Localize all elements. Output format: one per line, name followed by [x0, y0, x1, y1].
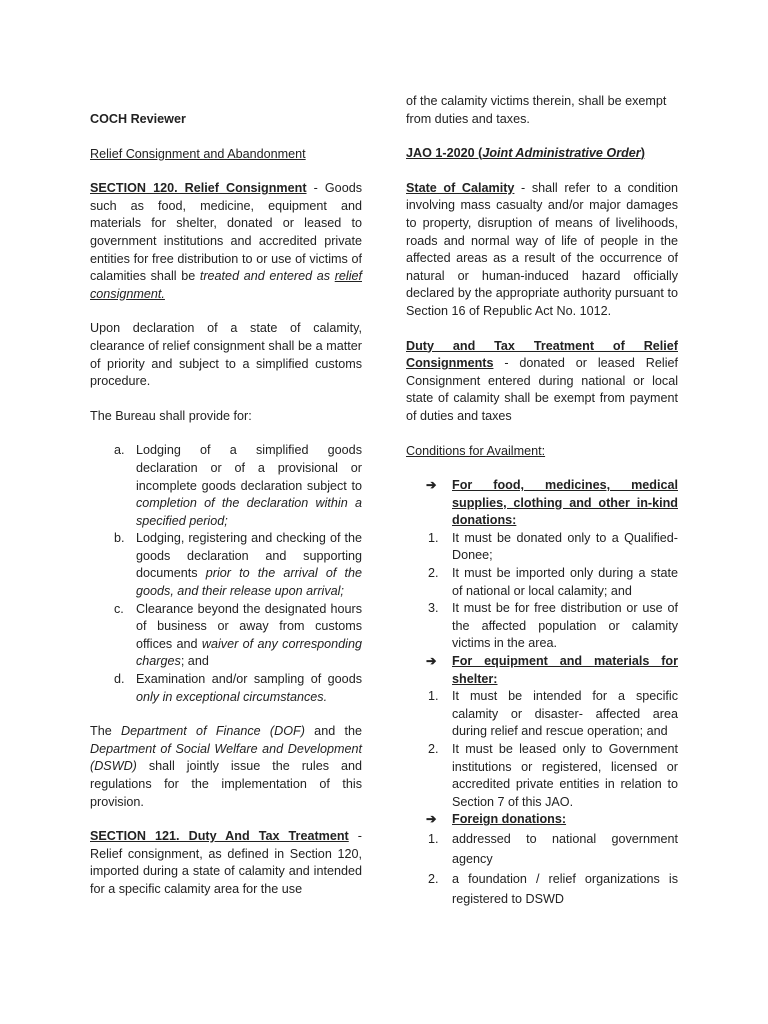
jao-heading: [406, 145, 678, 163]
calamity-clearance-paragraph: Upon declaration of a state of calamity, clearance of relief consignment shall be a matter of priority and subject to a simplified customs procedure.: [90, 321, 362, 389]
list-item: [114, 601, 362, 671]
list-item-text: It must be intended for a specific calamity or disaster- affected area during relief and rescue operation; and: [452, 689, 678, 739]
bureau-provisions-list: [90, 442, 362, 706]
group-heading-foreign: [406, 811, 678, 829]
dswd-name: Department of Social Welfare and Development (DSWD): [90, 741, 362, 774]
list-item-text: Clearance beyond the designated hours of business or away from customs offices and: [136, 601, 362, 651]
list-item: [114, 671, 362, 706]
list-item-text: a foundation / relief organizations is registered to DSWD: [452, 871, 678, 906]
arrow-icon: ➔: [426, 478, 437, 493]
list-item-text: addressed to national government agency: [452, 831, 678, 866]
list-item: [406, 530, 678, 565]
document-title: COCH Reviewer: [90, 112, 186, 126]
duty-tax-paragraph: [406, 338, 678, 426]
state-of-calamity-paragraph: [406, 180, 678, 321]
list-item-italic: waiver of any corresponding charges: [136, 636, 362, 669]
list-item: [406, 741, 678, 811]
jao-italic: Joint Administrative Order: [482, 146, 641, 161]
list-item: [406, 565, 678, 600]
list-marker: 1.: [428, 831, 439, 846]
list-item-text: It must be imported only during a state of national or local calamity; and: [452, 566, 678, 598]
list-item: [406, 829, 678, 869]
duty-tax-heading: Duty and Tax Treatment of Relief Consignments: [406, 338, 678, 371]
section-subtitle: Relief Consignment and Abandonment: [90, 146, 306, 161]
left-column: [90, 111, 362, 899]
text-run: ): [640, 146, 645, 161]
list-marker: a.: [114, 443, 125, 458]
group-heading-text: For food, medicines, medical supplies, clothing and other in-kind donations:: [452, 478, 678, 528]
text-run: shall jointly issue the rules and regulations for the implementation of this provision.: [90, 759, 362, 809]
list-item: [406, 869, 678, 909]
dof-name: Department of Finance (DOF): [120, 724, 305, 739]
group-heading-text: For equipment and materials for shelter:: [452, 654, 678, 686]
text-run: JAO 1-2020 (: [406, 146, 483, 161]
bureau-provide-paragraph: The Bureau shall provide for:: [90, 408, 252, 423]
list-marker: 1.: [428, 530, 439, 545]
list-item-text: It must be for free distribution or use of the affected population or calamity victims in the area.: [452, 601, 678, 651]
text-run: The: [90, 724, 121, 739]
section-120-italic-underlined: relief consignment.: [90, 269, 362, 301]
list-item: [406, 688, 678, 741]
right-column: [406, 93, 678, 909]
section-120-body: - Goods such as food, medicine, equipment and materials for shelter, donated or leased to government institutions and accredited private entities for free distribution to or use of victims of calamities shall be: [90, 181, 362, 284]
list-marker: b.: [114, 531, 125, 546]
section-120-heading: SECTION 120. Relief Consignment: [90, 181, 307, 196]
list-item: [114, 530, 362, 600]
list-marker: c.: [114, 601, 124, 616]
section-121-paragraph: [90, 828, 362, 898]
text-run: and the: [304, 724, 362, 739]
state-of-calamity-body: - shall refer to a condition involving mass casualty and/or major damages to property, disruption of means of livelihoods, roads and normal way of life of people in the affected areas as a result of the occurrence of natural or human-induced hazard officially declared by the appropriate authority pursuant to Section 16 of Republic Act No. 1012.: [406, 180, 678, 318]
list-marker: 2.: [428, 566, 439, 581]
list-item-text: Lodging of a simplified goods declaration or of a provisional or incomplete goods declaration subject to: [136, 443, 362, 493]
group-heading-in-kind: [406, 477, 678, 530]
list-marker: d.: [114, 672, 125, 687]
list-marker: 2.: [428, 871, 439, 886]
arrow-icon: ➔: [426, 654, 437, 669]
list-item-tail: ; and: [180, 654, 209, 669]
list-marker: 3.: [428, 601, 439, 616]
list-item-italic: prior to the arrival of the goods, and their release upon arrival;: [136, 566, 363, 599]
list-marker: 2.: [428, 742, 439, 756]
dof-dswd-paragraph: [90, 723, 362, 811]
arrow-icon: ➔: [426, 812, 437, 827]
section-120-paragraph: [90, 180, 362, 303]
section-121-body: - Relief consignment, as defined in Section 120, imported during a state of calamity and intended for a specific calamity area for the use: [90, 829, 363, 896]
section-120-italic: treated and entered as: [199, 269, 335, 284]
list-item-text: Examination and/or sampling of goods: [136, 672, 362, 687]
group-heading-text: Foreign donations:: [452, 812, 567, 827]
list-item: [406, 600, 678, 653]
group-heading-shelter: [406, 653, 678, 688]
list-item-text: Lodging, registering and checking of the goods declaration and supporting documents: [136, 531, 362, 581]
list-item-text: It must be donated only to a Qualified-Donee;: [452, 530, 678, 563]
list-item: [114, 442, 362, 530]
section-121-heading: SECTION 121. Duty And Tax Treatment: [90, 829, 349, 844]
state-of-calamity-heading: State of Calamity: [406, 180, 515, 195]
list-marker: 1.: [428, 689, 439, 704]
conditions-heading: Conditions for Availment:: [406, 443, 546, 458]
section-121-continuation: of the calamity victims therein, shall be exempt from duties and taxes.: [406, 94, 667, 126]
list-item-italic: completion of the declaration within a specified period;: [136, 496, 362, 528]
list-item-text: It must be leased only to Government institutions or registered, licensed or accredited private entities in relation to Section 7 of this JAO.: [452, 742, 678, 809]
duty-tax-body: - donated or leased Relief Consignment entered during national or local state of calamity shall be exempt from payment of duties and taxes: [406, 356, 678, 423]
list-item-italic: only in exceptional circumstances.: [136, 689, 328, 704]
